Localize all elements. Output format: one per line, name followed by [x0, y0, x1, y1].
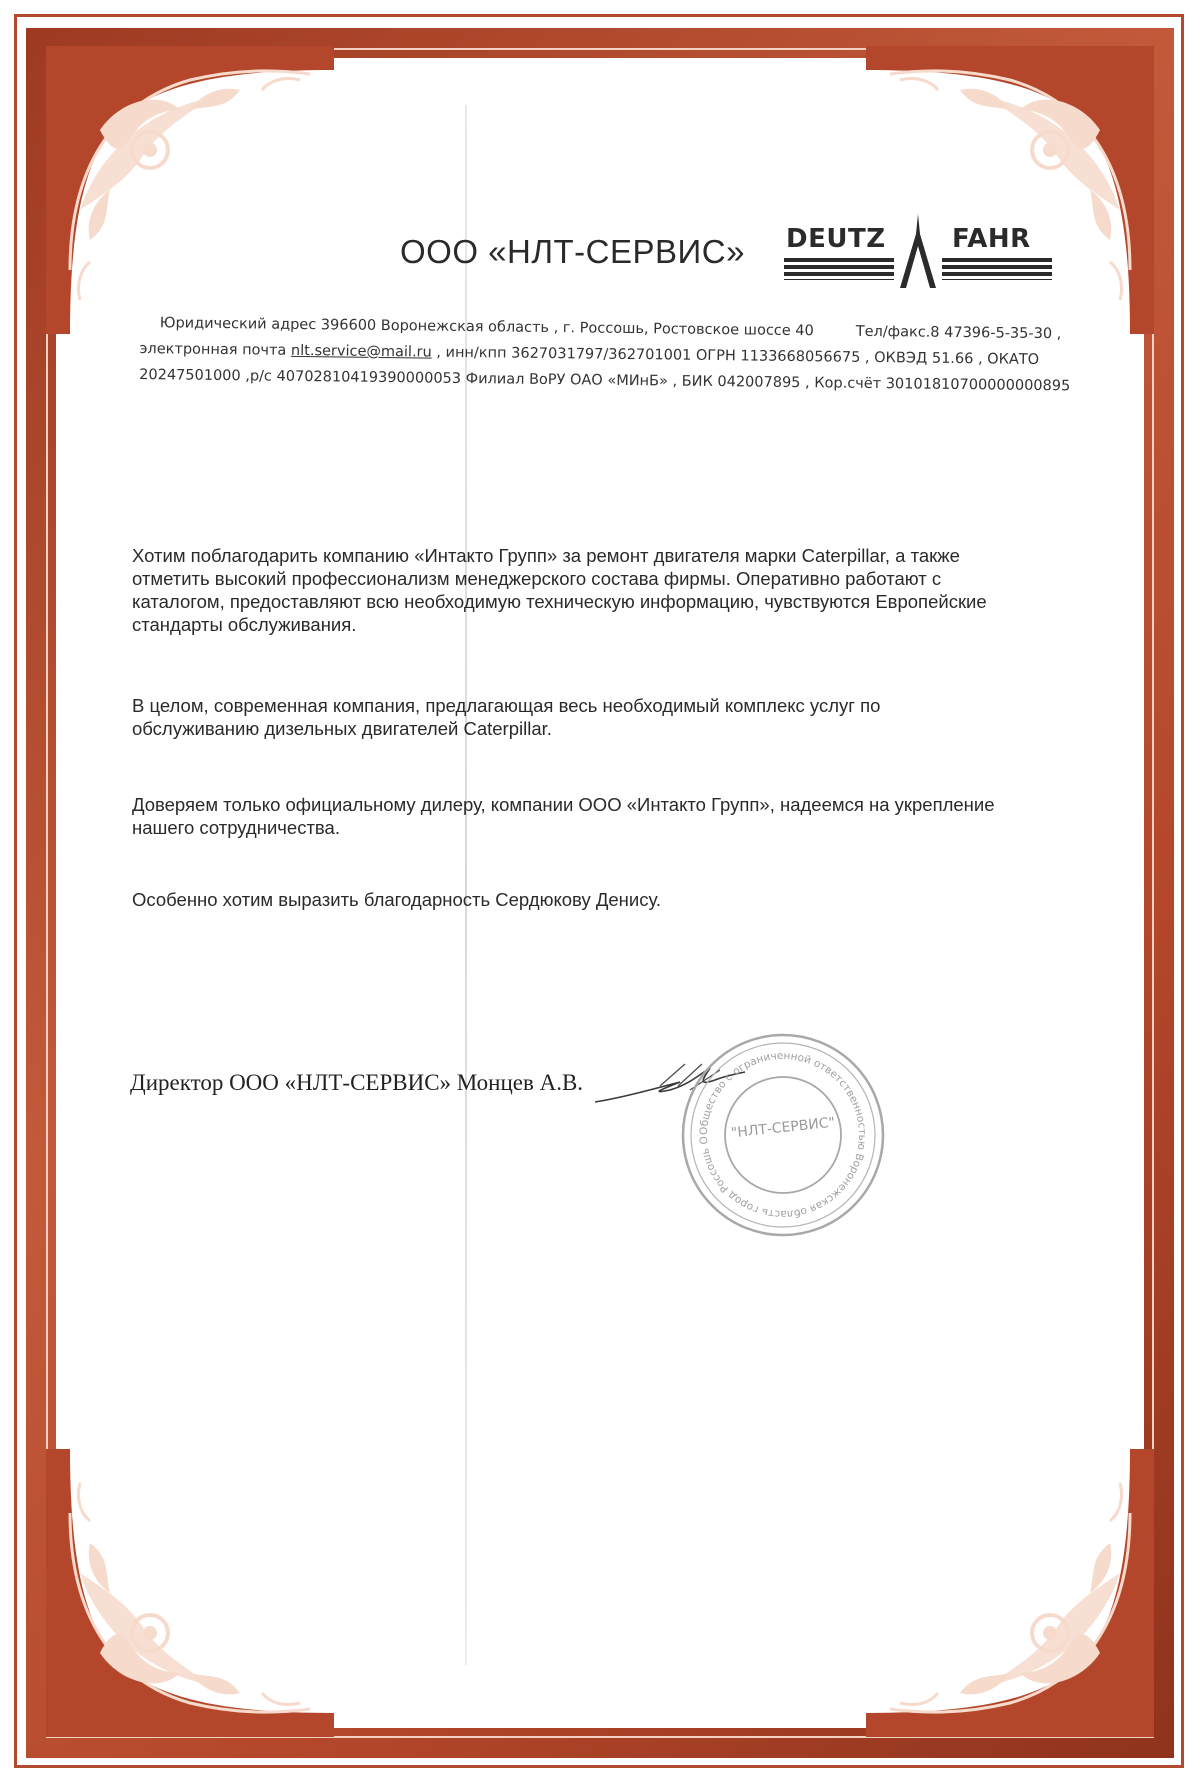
requisites-line-3: 20247501000 ,р/с 40702810419390000053 Филиал ВоРУ ОАО «МИнБ» , БИК 042007895 , Кор.счёт 30101810700000000895	[139, 366, 1071, 395]
seal-company-name: "НЛТ-СЕРВИС"	[730, 1114, 836, 1142]
company-requisites	[139, 310, 1080, 399]
letter-paragraph: Особенно хотим выразить благодарность Сердюкову Денису.	[132, 889, 662, 910]
deutz-fahr-logo	[782, 212, 1052, 290]
logo-word-right: FAHR	[952, 224, 1031, 254]
email-link[interactable]: nlt.service@mail.ru	[290, 342, 432, 361]
company-seal	[678, 1030, 888, 1240]
phone-fax: Тел/факс.8 47396-5-35-30 ,	[855, 323, 1062, 343]
corner-ornament-bottom-left	[40, 1443, 340, 1743]
letter-paragraph: Хотим поблагодарить компанию «Интакто Групп» за ремонт двигателя марки Caterpillar, а также отметить высокий профессионализм менеджерского состава фирмы. Оперативно работают с каталогом, предоставляют всю необходимую техническую информацию, чувствуются Европейские стандарты обслуживания.	[132, 545, 987, 635]
logo-emblem-icon	[896, 212, 940, 290]
corner-ornament-top-left	[40, 40, 340, 340]
email-label: электронная почта	[139, 340, 287, 359]
letter-paragraph: В целом, современная компания, предлагающая весь необходимый комплекс услуг по обслуживанию дизельных двигателей Caterpillar.	[132, 695, 881, 739]
legal-address: Юридический адрес 396600 Воронежская область , г. Россошь, Ростовское шоссе 40	[159, 315, 814, 340]
logo-word-left: DEUTZ	[786, 224, 886, 254]
seal-ring-text: Общество с ограниченной ответственностью Воронежская область город Россошь О	[697, 1049, 869, 1221]
corner-ornament-bottom-right	[860, 1443, 1160, 1743]
corner-ornament-top-right	[860, 40, 1160, 340]
letter-paragraph: Доверяем только официальному дилеру, компании ООО «Интакто Групп», надеемся на укрепление нашего сотрудничества.	[132, 794, 995, 838]
company-name-heading: ООО «НЛТ-СЕРВИС»	[400, 233, 745, 270]
director-signature-line: Директор ООО «НЛТ-СЕРВИС» Монцев А.В.	[130, 1070, 584, 1095]
tax-ids: , инн/кпп 3627031797/362701001 ОГРН 1133668056675 , ОКВЭД 51.66 , ОКАТО	[436, 344, 1040, 368]
logo-stripes-left	[784, 258, 894, 280]
logo-stripes-right	[942, 258, 1052, 280]
